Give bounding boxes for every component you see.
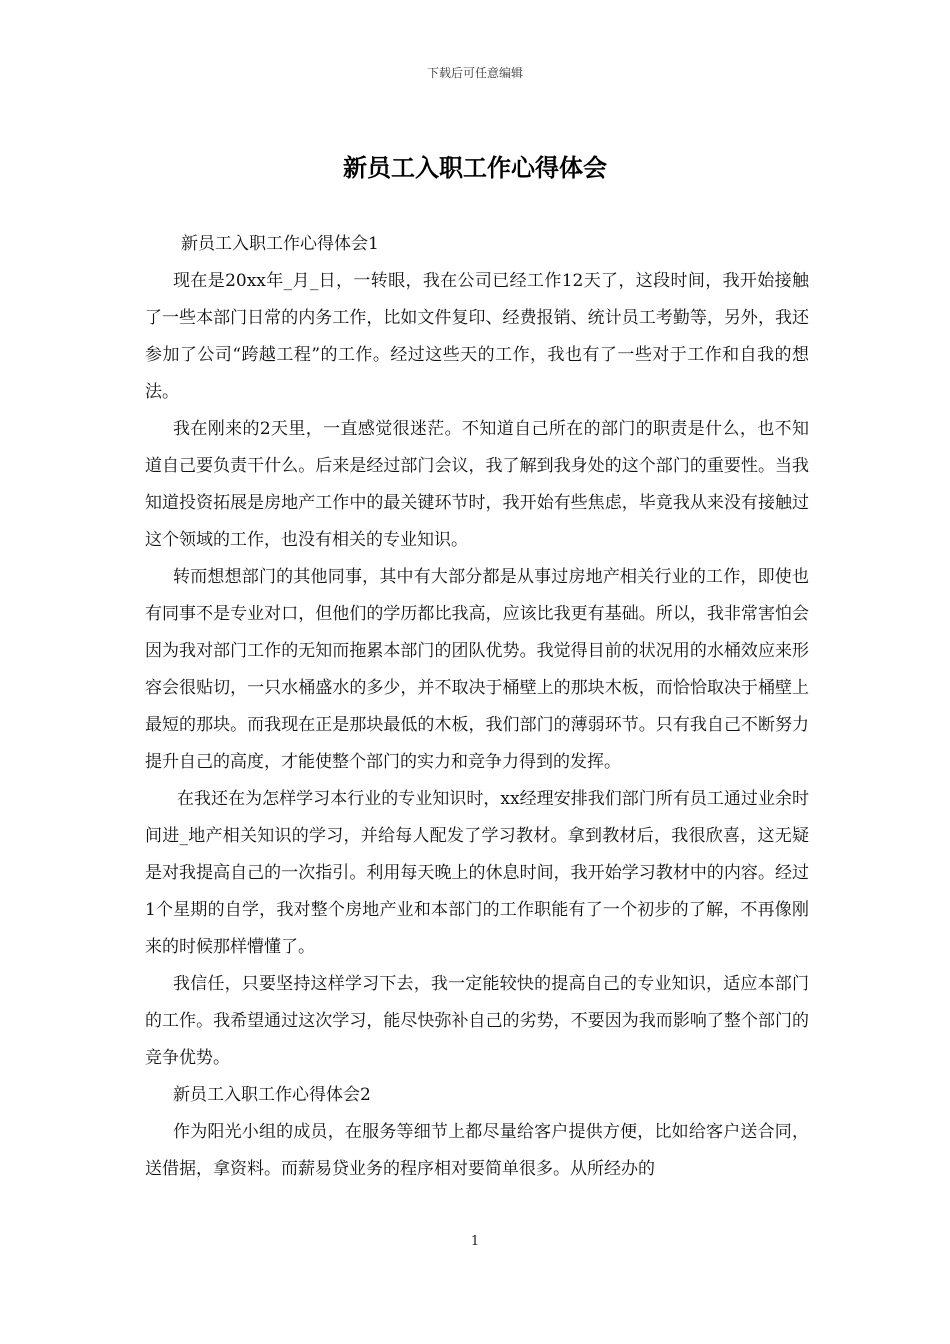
paragraph: 我在刚来的2天里，一直感觉很迷茫。不知道自己所在的部门的职责是什么，也不知道自己要负责干什么。后来是经过部门会议，我了解到我身处的这个部门的重要性。当我知道投资拓展是房地产工作中的最关键环节时，我开始有些焦虑，毕竟我从来没有接触过这个领域的工作，也没有相关的专业知识。 [145, 419, 809, 550]
paragraph: 我信任，只要坚持这样学习下去，我一定能较快的提高自己的专业知识，适应本部门的工作。我希望通过这次学习，能尽快弥补自己的劣势，不要因为我而影响了整个部门的竞争优势。 [145, 974, 809, 1068]
document-title: 新员工入职工作心得体会 [343, 153, 607, 182]
paragraph: 作为阳光小组的成员，在服务等细节上都尽量给客户提供方便，比如给客户送合同，送借据，拿资料。而薪易贷业务的程序相对要简单很多。从所经办的 [145, 1122, 809, 1179]
section-2 [145, 1077, 809, 1188]
paragraph: 现在是20xx年_月_日，一转眼，我在公司已经工作12天了，这段时间，我开始接触了一些本部门日常的内务工作，比如文件复印、经费报销、统计员工考勤等，另外，我还参加了公司“跨越工程”的工作。经过这些天的工作，我也有了一些对于工作和自我的想法。 [145, 271, 809, 402]
section-heading: 新员工入职工作心得体会2 [173, 1085, 371, 1105]
paragraph: 在我还在为怎样学习本行业的专业知识时，xx经理安排我们部门所有员工通过业余时间进_地产相关知识的学习，并给每人配发了学习教材。拿到教材后，我很欣喜，这无疑是对我提高自己的一次指引。利用每天晚上的休息时间，我开始学习教材中的内容。经过1个星期的自学，我对整个房地产业和本部门的工作职能有了一个初步的了解，不再像刚来的时候那样懵懂了。 [145, 789, 809, 957]
paragraph: 转而想想部门的其他同事，其中有大部分都是从事过房地产相关行业的工作，即使也有同事不是专业对口，但他们的学历都比我高，应该比我更有基础。所以，我非常害怕会因为我对部门工作的无知而拖累本部门的团队优势。我觉得目前的状况用的水桶效应来形容会很贴切，一只水桶盛水的多少，并不取决于桶壁上的那块木板，而恰恰取决于桶壁上最短的那块。而我现在正是那块最低的木板，我们部门的薄弱环节。只有我自己不断努力提升自己的高度，才能使整个部门的实力和竞争力得到的发挥。 [145, 567, 809, 772]
header-note: 下载后可任意编辑 [426, 66, 523, 80]
section-1 [145, 226, 809, 1077]
section-heading: 新员工入职工作心得体会1 [181, 234, 379, 254]
page-number: 1 [470, 1234, 480, 1249]
document-body [145, 226, 809, 1188]
